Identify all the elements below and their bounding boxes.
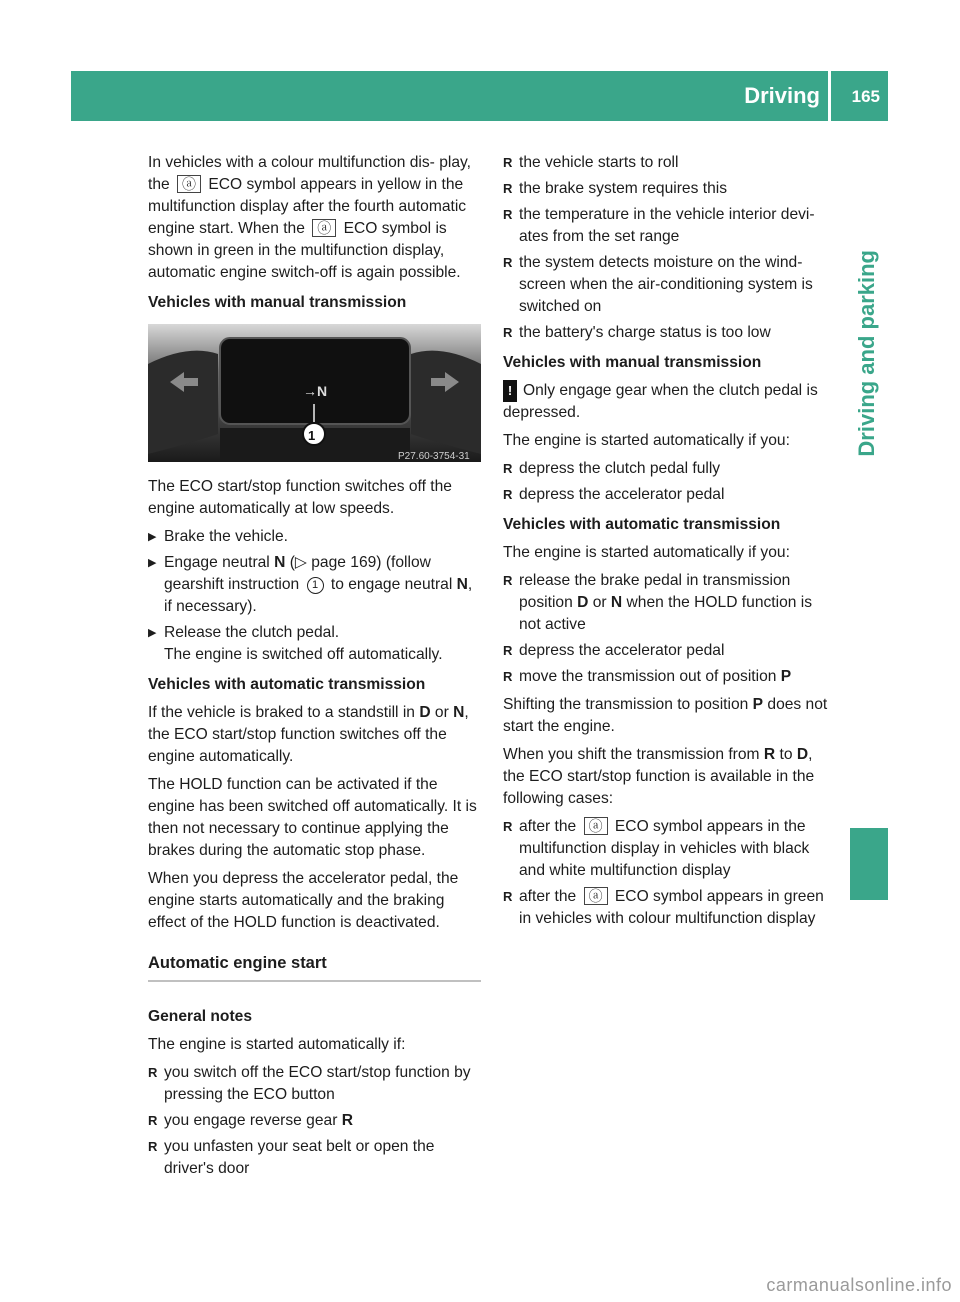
eco-icon: ⓐ — [584, 887, 608, 905]
manual-list — [503, 458, 836, 506]
intro-text-1: In vehicles with a colour multifunction dis- play, the — [148, 154, 471, 193]
list-text: when the HOLD function is not active — [519, 594, 813, 633]
shift-paragraph — [503, 694, 836, 738]
gear-label: N — [274, 554, 286, 571]
manual-heading: Vehicles with manual transmission — [148, 294, 407, 311]
warning-text: Only engage gear when the clutch pedal is depressed. — [503, 382, 818, 421]
warning-icon: ! — [503, 380, 517, 402]
callout-1-icon: 1 — [307, 577, 324, 594]
intro-text-2: ECO symbol appears in yellow in the multifunction display after the fourth automatic engine start. When the — [148, 176, 467, 237]
auto-text: or — [434, 704, 449, 721]
gear-label: D — [577, 594, 589, 611]
eco-icon: ⓐ — [584, 817, 608, 835]
auto-paragraph-1 — [148, 702, 481, 768]
side-tab — [850, 250, 888, 550]
manual-steps — [148, 526, 481, 666]
page-number: 165 — [851, 87, 880, 106]
figure-code: P27.60-3754-31 — [398, 451, 470, 462]
auto-text: , the ECO start/stop function switches off the engine automatically. — [148, 704, 469, 765]
list-item: R the system detects moisture on the wind- screen when the air-conditioning system is switched on — [503, 252, 836, 318]
chapter-title: Driving — [744, 83, 820, 108]
gear-label: P — [752, 696, 764, 713]
gear-indicator: →N — [303, 383, 328, 399]
list-text: ECO symbol appears in green in vehicles with colour multifunction display — [519, 888, 824, 927]
step-text: Engage neutral — [164, 554, 270, 571]
list-item — [503, 886, 836, 930]
step-text: to engage neutral — [330, 576, 453, 593]
list-item: R the battery's charge status is too low — [503, 322, 836, 344]
list-item: R the vehicle starts to roll — [503, 152, 836, 174]
gear-label: N — [456, 576, 468, 593]
general-heading: General notes — [148, 1008, 252, 1025]
list-item — [503, 666, 836, 688]
side-marker — [850, 828, 888, 900]
page-reference[interactable]: (▷ page 169) (follow gearshift instruction — [164, 554, 431, 593]
list-item: R the brake system requires this — [503, 178, 836, 200]
list-item — [503, 570, 836, 636]
right-column — [503, 152, 836, 936]
intro-text-3: ECO symbol is shown in green in the multifunction display, automatic engine switch-off is again possible. — [148, 220, 461, 281]
step-text: Release the clutch pedal. — [164, 624, 340, 641]
condition-list — [503, 152, 836, 344]
header-divider — [828, 71, 831, 121]
gear-label: R — [763, 746, 776, 763]
auto-paragraph: The engine is started automatically if you: — [503, 544, 790, 561]
list-text: after the — [519, 888, 577, 905]
manual-paragraph: The ECO start/stop function switches off the engine automatically at low speeds. — [148, 478, 452, 517]
watermark: carmanualsonline.info — [766, 1275, 952, 1295]
warning-note — [503, 380, 836, 424]
when-text: When you shift the transmission from — [503, 746, 760, 763]
gear-label: P — [780, 668, 792, 685]
intro-paragraph — [148, 152, 481, 284]
gear-label: D — [796, 746, 809, 763]
list-text: release the brake pedal in transmission position — [519, 572, 791, 611]
left-column — [148, 152, 481, 1186]
auto-paragraph-3: When you depress the accelerator pedal, the engine starts automatically and the braking effect of the HOLD function is deactivated. — [148, 870, 459, 931]
figure-callout: 1 — [308, 428, 316, 443]
when-paragraph — [503, 744, 836, 810]
when-text: to — [779, 746, 793, 763]
list-item — [148, 1110, 481, 1132]
list-item: R depress the clutch pedal fully — [503, 458, 836, 480]
gear-label: D — [419, 704, 431, 721]
list-text: or — [592, 594, 607, 611]
general-paragraph: The engine is started automatically if: — [148, 1036, 406, 1053]
gear-label: N — [610, 594, 623, 611]
auto-paragraph-2: The HOLD function can be activated if the engine has been switched off automatically. It is then not necessary to continue applying the brakes during the automatic stop phase. — [148, 776, 477, 859]
list-text: after the — [519, 818, 577, 835]
shift-text: Shifting the transmission to position — [503, 696, 749, 713]
step-text: , if necessary). — [164, 576, 473, 615]
list-item: R depress the accelerator pedal — [503, 640, 836, 662]
auto-heading: Vehicles with automatic transmission — [148, 676, 426, 693]
auto-heading: Vehicles with automatic transmission — [503, 516, 781, 533]
list-item: R you switch off the ECO start/stop function by pressing the ECO button — [148, 1062, 481, 1106]
step-item — [148, 552, 481, 618]
case-list — [503, 816, 836, 930]
instrument-cluster-figure — [148, 324, 481, 462]
eco-icon: ⓐ — [312, 219, 336, 237]
gear-label: R — [341, 1112, 353, 1129]
list-item: R you unfasten your seat belt or open the driver's door — [148, 1136, 481, 1180]
section-title: Automatic engine start — [148, 952, 481, 982]
header-bar — [71, 71, 888, 121]
shift-text: does not start the engine. — [503, 696, 828, 735]
list-text: ECO symbol appears in the multifunction display in vehicles with black and white multifunction display — [519, 818, 810, 879]
manual-paragraph: The engine is started automatically if you: — [503, 432, 790, 449]
step-result: The engine is switched off automatically. — [164, 646, 443, 663]
gear-label: N — [453, 704, 465, 721]
list-text: you engage reverse gear — [164, 1112, 338, 1129]
step-item: ▶ Brake the vehicle. — [148, 526, 481, 548]
auto-text: If the vehicle is braked to a standstill in — [148, 704, 415, 721]
eco-icon: ⓐ — [177, 175, 201, 193]
when-text: , the ECO start/stop function is available in the following cases: — [503, 746, 815, 807]
side-tab-label: Driving and parking — [854, 250, 879, 457]
list-item — [503, 816, 836, 882]
list-item: R the temperature in the vehicle interior devi- ates from the set range — [503, 204, 836, 248]
list-item: R depress the accelerator pedal — [503, 484, 836, 506]
auto-list — [503, 570, 836, 688]
general-list — [148, 1062, 481, 1180]
step-item — [148, 622, 481, 666]
manual-heading: Vehicles with manual transmission — [503, 354, 762, 371]
list-text: move the transmission out of position — [519, 668, 777, 685]
